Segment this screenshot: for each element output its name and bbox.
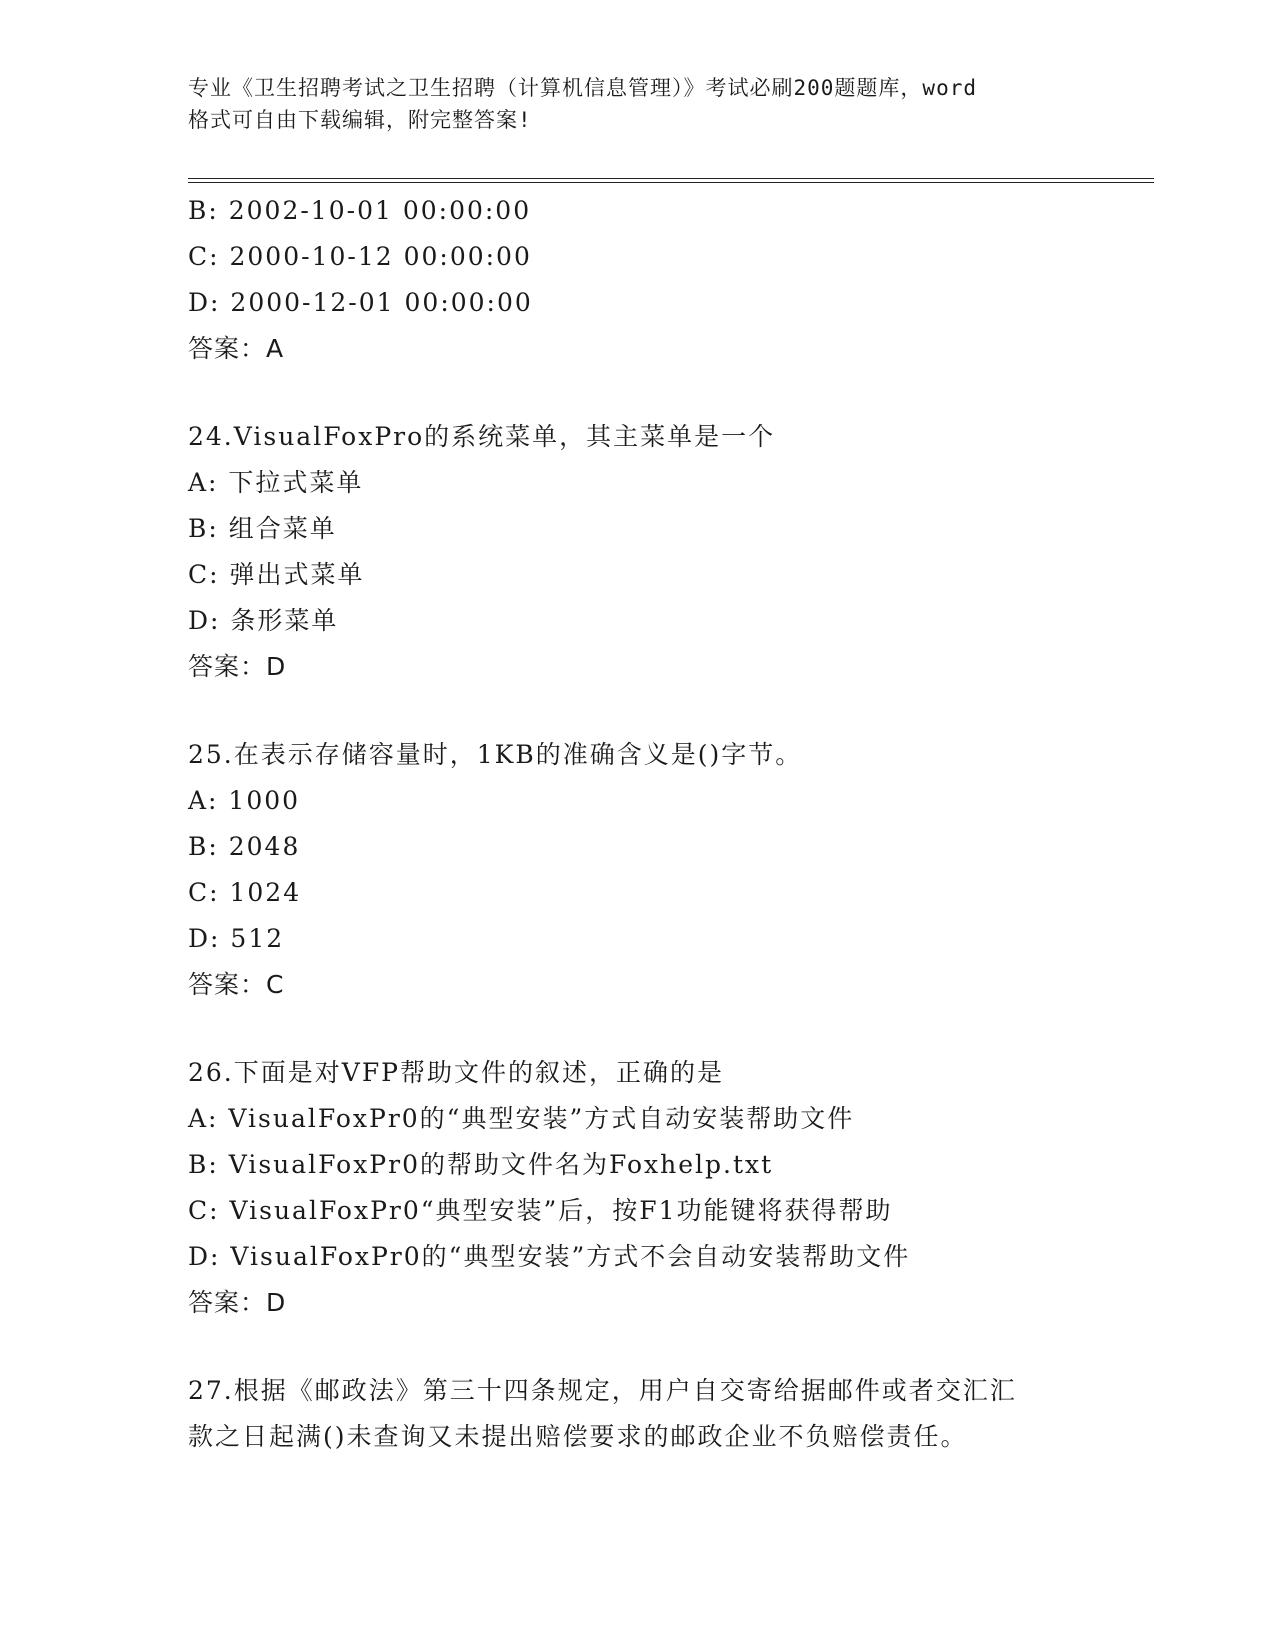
question-list [188, 188, 1148, 1502]
question-26 [188, 1050, 1148, 1326]
question-text: 25.在表示存储容量时，1KB的准确含义是()字节。 [188, 740, 803, 769]
document-header [188, 72, 1088, 136]
header-title-line-1: 专业《卫生招聘考试之卫生招聘（计算机信息管理）》考试必刷200题题库，word [188, 76, 977, 100]
option-b: B: 2002-10-01 00:00:00 [188, 196, 532, 225]
option-d: D: VisualFoxPr0的“典型安装”方式不会自动安装帮助文件 [188, 1242, 911, 1271]
question-text-line-1: 27.根据《邮政法》第三十四条规定，用户自交寄给据邮件或者交汇汇 [188, 1376, 1017, 1405]
question-text: 26.下面是对VFP帮助文件的叙述，正确的是 [188, 1058, 724, 1087]
answer: 答案：A [188, 334, 285, 363]
question-text-line-2: 款之日起满()未查询又未提出赔偿要求的邮政企业不负赔偿责任。 [188, 1422, 968, 1451]
option-d: D: 512 [188, 924, 285, 953]
option-b: B: VisualFoxPr0的帮助文件名为Foxhelp.txt [188, 1150, 774, 1179]
option-a: A: VisualFoxPr0的“典型安装”方式自动安装帮助文件 [188, 1104, 855, 1133]
answer: 答案：C [188, 970, 285, 999]
option-c: C: 弹出式菜单 [188, 560, 365, 589]
question-24 [188, 414, 1148, 690]
option-c: C: 2000-10-12 00:00:00 [188, 242, 532, 271]
option-a: A: 下拉式菜单 [188, 468, 364, 497]
answer: 答案：D [188, 652, 287, 681]
option-c: C: VisualFoxPr0“典型安装”后，按F1功能键将获得帮助 [188, 1196, 893, 1225]
header-title-line-2: 格式可自由下载编辑，附完整答案! [188, 108, 532, 132]
option-b: B: 2048 [188, 832, 301, 861]
question-27 [188, 1368, 1148, 1460]
option-b: B: 组合菜单 [188, 514, 337, 543]
answer: 答案：D [188, 1288, 287, 1317]
option-a: A: 1000 [188, 786, 301, 815]
option-d: D: 2000-12-01 00:00:00 [188, 288, 533, 317]
option-d: D: 条形菜单 [188, 606, 339, 635]
option-c: C: 1024 [188, 878, 302, 907]
question-25 [188, 732, 1148, 1008]
question-text: 24.VisualFoxPro的系统菜单，其主菜单是一个 [188, 422, 776, 451]
question-23-tail [188, 188, 1148, 372]
header-divider [188, 178, 1154, 183]
